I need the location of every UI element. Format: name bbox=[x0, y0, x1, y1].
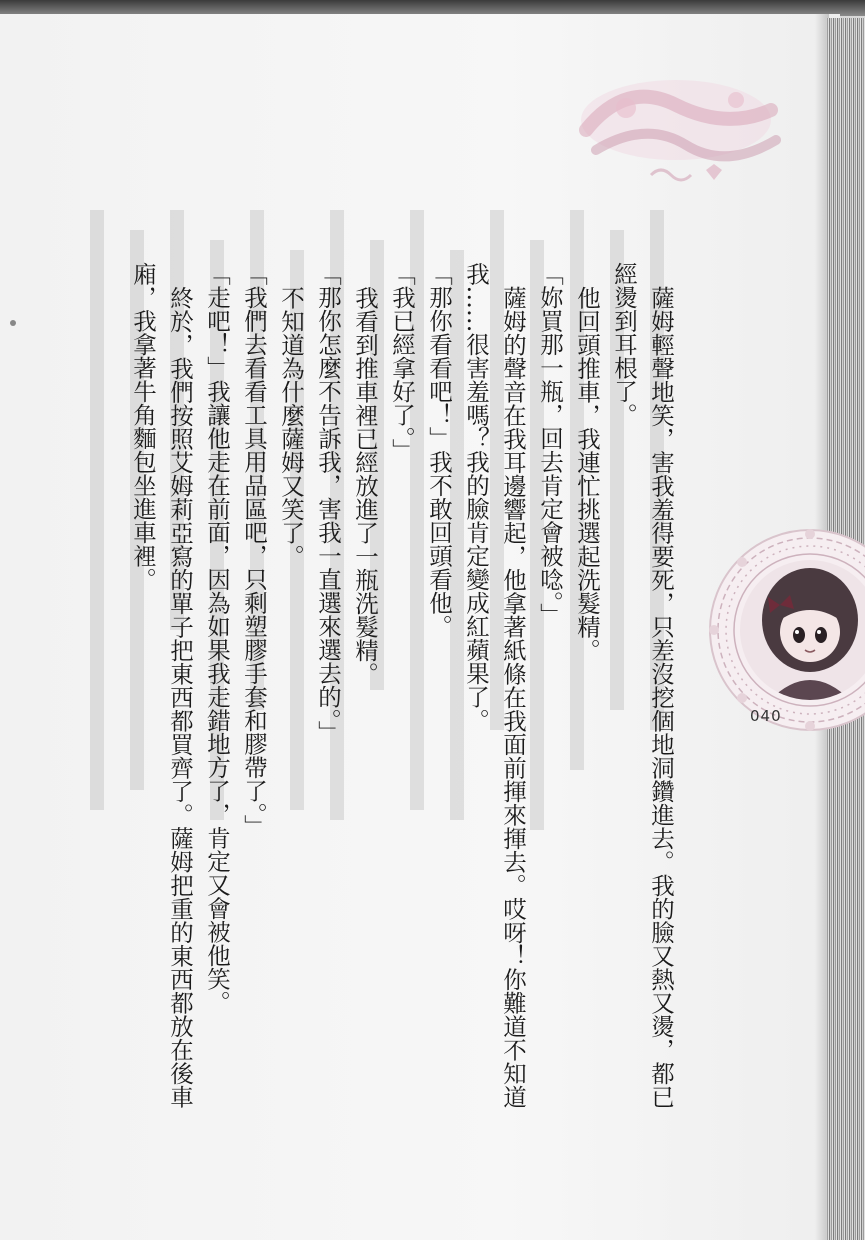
text-column: 不知道為什麼薩姆又笑了。 bbox=[277, 285, 305, 568]
text-column: 我看到推車裡已經放進了一瓶洗髮精。 bbox=[351, 285, 379, 685]
text-column: 廂，我拿著牛角麵包坐進車裡。 bbox=[129, 262, 157, 591]
text-column: 「走吧！」我讓他走在前面，因為如果我走錯地方了，肯定又會被他笑。 bbox=[203, 262, 231, 1014]
vertical-body-text bbox=[124, 262, 679, 1162]
series-logo bbox=[556, 60, 796, 200]
lace-frame-illustration bbox=[700, 520, 865, 740]
text-column: 我……很害羞嗎？我的臉肯定變成紅蘋果了。 bbox=[462, 262, 490, 732]
text-column: 「我已經拿好了。」 bbox=[388, 262, 416, 462]
text-column: 「我們去看看工具用品區吧，只剩塑膠手套和膠帶了。」 bbox=[240, 262, 268, 838]
text-column: 薩姆的聲音在我耳邊響起，他拿著紙條在我面前揮來揮去。哎呀！你難道不知道 bbox=[499, 285, 527, 1108]
text-column: 薩姆輕聲地笑，害我羞得要死，只差沒挖個地洞鑽進去。我的臉又熱又燙，都已 bbox=[647, 285, 675, 1108]
scan-smudge bbox=[10, 320, 16, 326]
text-column: 「妳買那一瓶，回去肯定會被唸。」 bbox=[536, 262, 564, 627]
text-column: 他回頭推車，我連忙挑選起洗髮精。 bbox=[573, 285, 601, 662]
text-column: 經燙到耳根了。 bbox=[610, 262, 638, 427]
text-column: 終於，我們按照艾姆莉亞寫的單子把東西都買齊了。薩姆把重的東西都放在後車 bbox=[166, 285, 194, 1108]
text-column: 「那你怎麼不告訴我，害我一直選來選去的。」 bbox=[314, 262, 342, 744]
page-number: 040 bbox=[750, 707, 782, 725]
text-column: 「那你看看吧！」我不敢回頭看他。 bbox=[425, 262, 453, 638]
